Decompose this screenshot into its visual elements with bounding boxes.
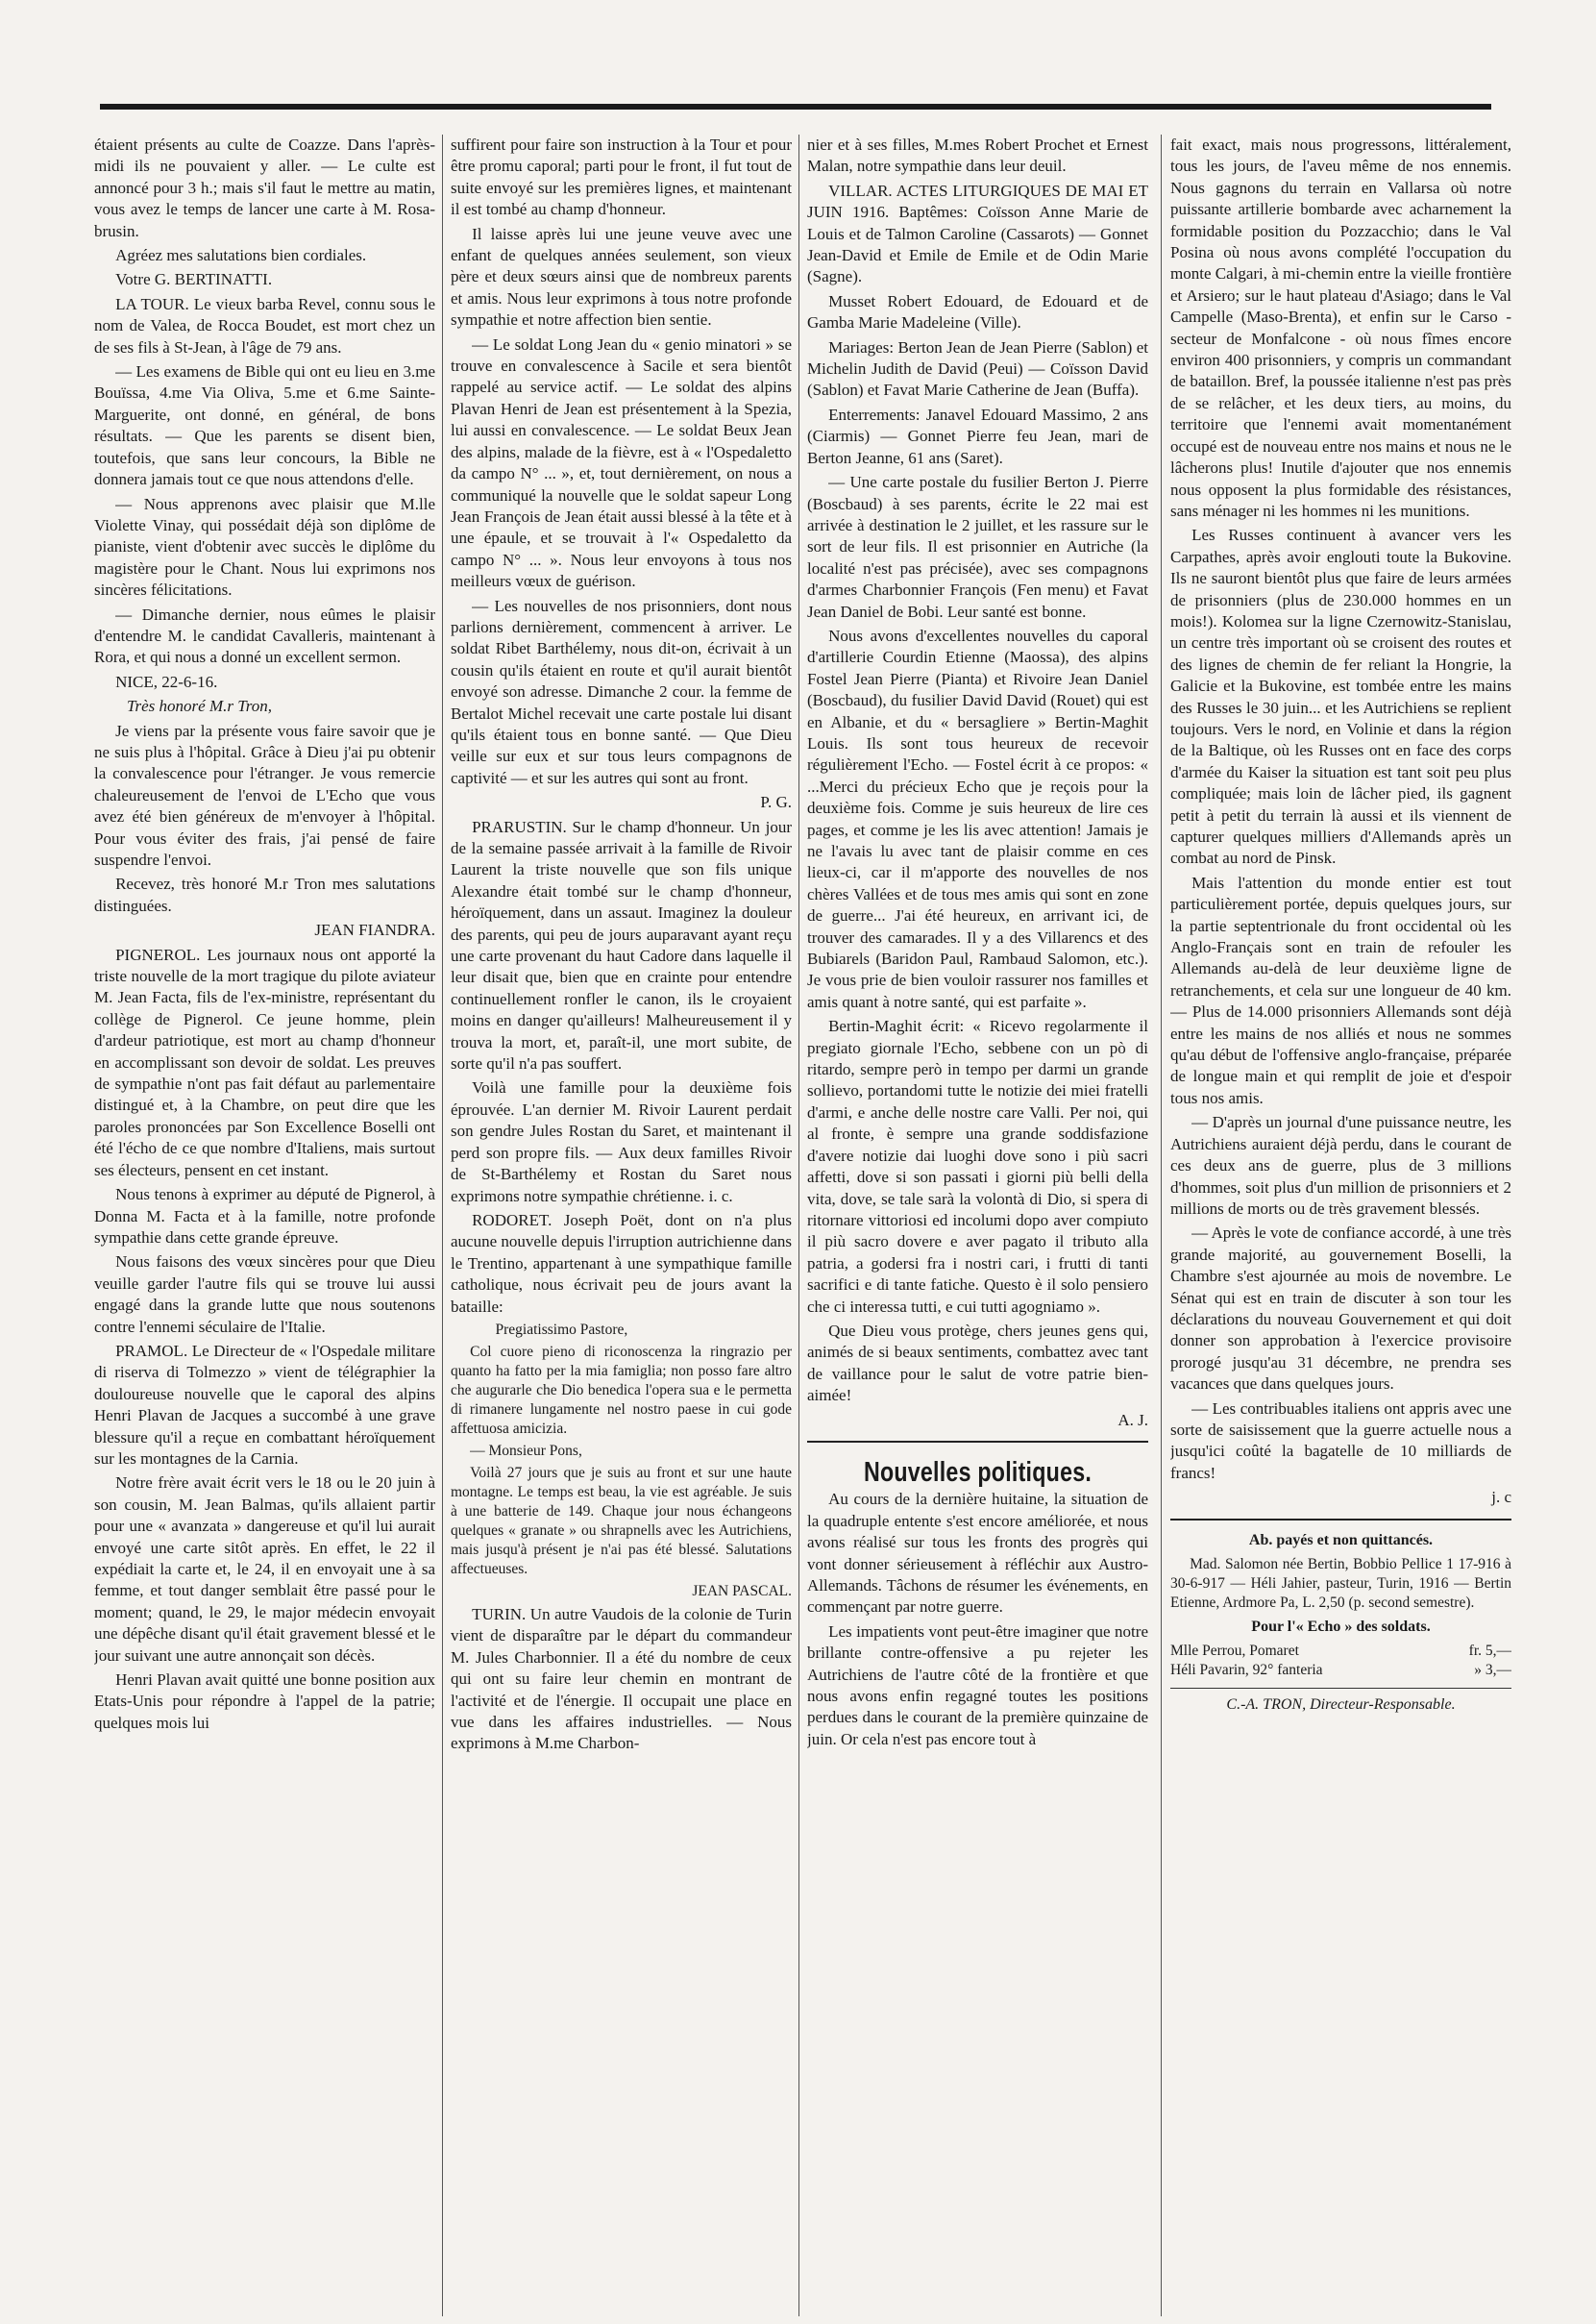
paragraph: Que Dieu vous protège, chers jeunes gens qui, animés de si beaux sentiments, combattez avec tant de vaillance pour le salut de votre patrie bien-aimée! bbox=[807, 1321, 1148, 1405]
paragraph: Musset Robert Edouard, de Edouard et de Gamba Marie Madeleine (Ville). bbox=[807, 291, 1148, 333]
news-item-rodoret: RODORET. Joseph Poët, dont on n'a plus aucune nouvelle depuis l'irruption autrichienne dans le Trentino, appartenant à une sympathique famille catholique, nous écrivait peu de jours avant la bataille: bbox=[451, 1210, 792, 1316]
donation-amount: fr. 5,— bbox=[1468, 1643, 1511, 1660]
news-item-villar: VILLAR. ACTES LITURGIQUES DE MAI ET JUIN 1916. Baptêmes: Coïsson Anne Marie de Louis et de Talmon Caroline (Cassarots) — Gonnet Jean-David et Emile de Emile et de Odin Marie (Sagne). bbox=[807, 181, 1148, 286]
donation-row bbox=[1170, 1661, 1511, 1680]
paragraph: — Nous apprenons avec plaisir que M.lle Violette Vinay, qui possédait déjà son diplôme de pianiste, vient d'obtenir avec succès le diplôme du magistère pour le Chant. Nous lui exprimons nos sincères félicitations. bbox=[94, 494, 435, 600]
paragraph: Mariages: Berton Jean de Jean Pierre (Sablon) et Michelin Judith de David (Peui) — Coïsson David (Sablon) et Favat Marie Catherine de Jean (Buffa). bbox=[807, 337, 1148, 400]
paragraph: Notre frère avait écrit vers le 18 ou le 20 juin à son cousin, M. Jean Balmas, qu'ils allaient partir pour une « avanzata » dangereuse et qu'il lui aurait envoyé une carte sitôt après. En effet, le 22 il expédiait la carte et, le 24, il en envoyait une à sa femme, et tout danger semblait être passé pour le moment; quand, le 29, le major médecin envoyait une dépêche disant qu'il était gravement blessé et le jour suivant une autre annonçait son décès. bbox=[94, 1473, 435, 1665]
news-item-turin: TURIN. Un autre Vaudois de la colonie de Turin vient de disparaître par le départ du commandeur M. Jules Charbonnier. Il a été du nombre de ceux qui ont su faire leur chemin en montrant de l'activité et de l'énergie. Il occupait une place en vue dans les affaires industrielles. — Nous exprimons à M.me Charbon- bbox=[451, 1604, 792, 1753]
paragraph: Au cours de la dernière huitaine, la situation de la quadruple entente s'est encore améliorée, et nous avons réalisé sur tous les fronts des progrès qui vont donner sérieusement à réfléchir aux Austro-Allemands. Tâchons de résumer les événements, en commençant par notre guerre. bbox=[807, 1490, 1148, 1617]
section-rule bbox=[1170, 1519, 1511, 1520]
paragraph: Les Russes continuent à avancer vers les Carpathes, après avoir englouti toute la Bukovine. Ils ne sauront bientôt plus que faire de leurs armées de prisonniers (plus de 230.000 hommes en un mois!). Kolomea sur la ligne Czernowitz-Stanislau, un centre très important où se croisent des routes et des lignes de chemin de fer reliant la Hongrie, la Galicie et la Bukovine, est tombée entre les mains des Russes le 30 juin... et les Autrichiens se replient toujours. Vers le nord, en Volinie et dans la région de la Baltique, où les Russes ont en face des corps d'armée du Kaiser la situation est tant soit peu plus compliquée; mais loin de lâcher pied, ils gagnent petit à petit du terrain là aussi et ils viennent de capturer quelques milliers d'Allemands après un combat au nord de Pinsk. bbox=[1170, 526, 1511, 868]
publisher-signature: C.-A. TRON, Directeur-Responsable. bbox=[1170, 1688, 1511, 1716]
paragraph: Nous avons d'excellentes nouvelles du caporal d'artillerie Courdin Etienne (Maossa), des alpins Fostel Jean Pierre (Pianta) et Rivoire Jean Daniel (Boscbaud), du fusilier David David (Rouet) qui est en Albanie, et du « bersagliere » Bertin-Maghit Louis. Ils sont tous heureux de recevoir régulièrement l'Echo. — Fostel écrit à ce propos: « ...Merci du précieux Echo que je reçois pour la deuxième fois. Comme je suis heureux de lire ces pages, et comme je les lis avec attention! Jamais je ne l'avais lu avec tant de plaisir comme en ces lieux-ci, car il m'apporte des nouvelles de nos chères Vallées et de tous mes amis qui sont en zone de guerre... J'ai été heureux, en arrivant ici, de trouver des camarades. Il y a des Villarencs et des Bubiarels (Baridon Paul, Rambaud Salomon, etc.). Je vous prie de bien vouloir rassurer nos familles et amis quant à notre santé, qui est parfaite ». bbox=[807, 626, 1148, 1011]
signature-line: Votre G. BERTINATTI. bbox=[115, 270, 273, 289]
column-divider bbox=[798, 135, 799, 2316]
news-item-pignerol: PIGNEROL. Les journaux nous ont apporté la triste nouvelle de la mort tragique du pilote aviateur M. Jean Facta, fils de l'ex-ministre, représentant du collège de Pignerol. Ce jeune homme, plein d'ardeur patriotique, est mort au champ d'honneur en accomplissant son devoir de soldat. Les preuves de sympathie n'ont pas fait défaut au parlementaire distingué et, à la Chambre, on peut dire que les paroles prononcées par Son Excellence Boselli ont été l'écho de ce que nombre d'Italiens, mais surtout ses électeurs, pensent en cet instant. bbox=[94, 945, 435, 1179]
section-rule bbox=[807, 1441, 1148, 1443]
news-item-prarustin: PRARUSTIN. Sur le champ d'honneur. Un jour de la semaine passée arrivait à la famille de Rivoir Laurent la triste nouvelle que son fils unique Alexandre était tombé sur le champ d'honneur, héroïquement, dans un assaut. Imaginez la douleur des parents, qui peu de jours auparavant ayant reçu une carte provenant du haut Cadore dans laquelle il leur disait que, bien que en crainte pour entendre continuellement ronfler le canon, ils le croyaient moins en danger qu'ailleurs! Malheureusement il y trouva la mort, et, paraît-il, une mort subite, de sorte qu'il n'a pas souffert. bbox=[451, 817, 792, 1074]
news-item-la-tour: LA TOUR. Le vieux barba Revel, connu sous le nom de Valea, de Rocca Boudet, est mort chez un de ses fils à St-Jean, à l'âge de 79 ans. bbox=[94, 294, 435, 357]
paragraph: — Les examens de Bible qui ont eu lieu en 3.me Bouïssa, 4.me Via Oliva, 5.me et 6.me Sainte-Marguerite, ont donné, en général, de bons résultats. — Que les parents se disent bien, toutefois, que sans leur concours, la Bible ne donnera jamais tout ce que nous attendons d'elle. bbox=[94, 362, 435, 489]
signature-line: j. c bbox=[1491, 1488, 1511, 1507]
donation-amount: » 3,— bbox=[1474, 1662, 1511, 1679]
paragraph: — Les contribuables italiens ont appris avec une sorte de saisissement que la guerre actuelle nous a jusqu'ici coûté la bagatelle de 10 milliards de francs! bbox=[1170, 1398, 1511, 1482]
letter-body: Col cuore pieno di riconoscenza la ringrazio per quanto ha fatto per la mia famiglia; non posso fare altro che augurarle che Dio benedica l'opera sua e le permetta di rimanere lungamente nel nostro paese in cui gode affettuosa amicizia. bbox=[451, 1343, 792, 1437]
paragraph: — Le soldat Long Jean du « genio minatori » se trouve en convalescence à Sacile et sera bientôt rappelé au service actif. — Le soldat des alpins Plavan Henri de Jean est présentement à la Spezia, lui aussi en convalescence. — Le soldat Beux Jean des alpins, malade de la fièvre, est à « l'Ospedaletto da campo N° ... », et, tout dernièrement, on nous a communiqué la nouvelle que le soldat sapeur Long Jean François de Jean était aussi blessé à la tête et à une épaule, et se trouvait à l'« Ospedaletto da campo N° ... ». Nous leur envoyons à tous nos meilleurs vœux de guérison. bbox=[451, 334, 792, 591]
letter-body: Voilà 27 jours que je suis au front et sur une haute montagne. Le temps est beau, la vie est agréable. Je suis à une batterie de 149. Chaque jour nous échangeons quelques « granate » ou shrapnells avec les Autrichiens, mais jusqu'à présent je n'ai pas été blessé. Salutations affectueuses. bbox=[451, 1464, 792, 1577]
column-4 bbox=[1170, 135, 1511, 2307]
paragraph: Enterrements: Janavel Edouard Massimo, 2 ans (Ciarmis) — Gonnet Pierre feu Jean, mari de Berton Jeanne, 61 ans (Saret). bbox=[807, 405, 1148, 467]
signature-line: A. J. bbox=[1117, 1410, 1148, 1429]
donation-row bbox=[1170, 1642, 1511, 1661]
news-item-pramol: PRAMOL. Le Directeur de « l'Ospedale militare di riserva di Tolmezzo » vient de télégraphier la douloureuse nouvelle que le caporal des alpins Henri Plavan de Jacques a succombé à une grave blessure qu'il a reçue en combattant héroïquement sur les montagnes de la Carnia. bbox=[94, 1341, 435, 1468]
soldiers-fund-heading: Pour l'« Echo » des soldats. bbox=[1251, 1619, 1431, 1635]
signature-line: JEAN FIANDRA. bbox=[314, 921, 435, 940]
column-divider bbox=[1161, 135, 1162, 2316]
paragraph: — Après le vote de confiance accordé, à une très grande majorité, au gouvernement Boselli, la Chambre s'est ajournée au mois de novembre. Le Sénat qui est en train de discuter à son tour les déclarations du nouveau Gouvernement et qui doit donner son approbation à l'exercice provisoire prorogé jusqu'au 31 décembre, ne prendra ses vacances que dans quelques jours. bbox=[1170, 1224, 1511, 1394]
subscriptions-heading: Ab. payés et non quittancés. bbox=[1248, 1531, 1434, 1548]
paragraph: Je viens par la présente vous faire savoir que je ne suis plus à l'hôpital. Grâce à Dieu j'ai pu obtenir la convalescence pour l'étranger. Je vous remercie chaleureusement de l'envoi de L'Echo que vous avez été bien généreux de m'envoyer à l'hôpital. Pour vous éviter des frais, j'ai pensé de faire suspendre l'envoi. bbox=[94, 721, 435, 869]
paragraph: nier et à ses filles, M.mes Robert Prochet et Ernest Malan, notre sympathie dans leur deuil. bbox=[807, 136, 1148, 176]
paragraph: Bertin-Maghit écrit: « Ricevo regolarmente il pregiato giornale l'Echo, sebbene con un pò di ritardo, sempre però in tempo per darmi un grande sollievo, portandomi tutte le notizie dei miei fratelli d'armi, e anche delle nostre care Valli. Per noi, qui al fronte, è sempre una grande soddisfazione d'avere notizie dai luoghi dove sono i più sacri affetti, dove si son passati i giorni più belli della vita, dove, se tale sarà la volontà di Dio, si spera di ritornare vittoriosi ed incolumi dopo aver compiuto il più sacro dovere e aver pagato il tributo alla patria, a godersi fra i nostri cari, i frutti di tanti sacrifici e di tante fatiche. Questo è il solo pensiero che ci interessa tutti, e cui tutti agogniamo ». bbox=[807, 1017, 1148, 1316]
letter-salutation: Pregiatissimo Pastore, bbox=[495, 1321, 628, 1338]
paragraph: Il laisse après lui une jeune veuve avec une enfant de quelques années seulement, son vieux père et deux sœurs ainsi que de nombreux parents et amis. Nous leur exprimons à tous notre profonde sympathie et notre affection bien sentie. bbox=[451, 224, 792, 330]
paragraph: — Une carte postale du fusilier Berton J. Pierre (Boscbaud) à ses parents, écrite le 22 mai est arrivée à destination le 2 juillet, et les rassure sur le sort de leur fils. Il est prisonnier en Autriche (la localité n'est pas précisée), avec ses compagnons d'armes Charbonnier François (Fen menu) et Favat Jean Daniel de Bobi. Leur santé est bonne. bbox=[807, 473, 1148, 621]
paragraph: — D'après un journal d'une puissance neutre, les Autrichiens auraient déjà perdu, dans le courant de ces deux ans de guerre, plus de 3 millions d'hommes, soit plus d'un million de prisonniers et 2 millions de morts ou de très gravement blessés. bbox=[1170, 1113, 1511, 1218]
paragraph: Nous tenons à exprimer au député de Pignerol, à Donna M. Facta et à la famille, notre profonde sympathie dans cette grande épreuve. bbox=[94, 1185, 435, 1247]
subscriptions-list: Mad. Salomon née Bertin, Bobbio Pellice 1 17-916 à 30-6-917 — Héli Jahier, pasteur, Turin, 1916 — Bertin Etienne, Ardmore Pa, L. 2,50 (p. second semestre). bbox=[1170, 1556, 1511, 1611]
paragraph: Mais l'attention du monde entier est tout particulièrement portée, depuis quelques jours, sur la partie septentrionale du front occidental où les Anglo-Français sont en train de refouler les Allemands au-delà de leur deuxième ligne de retranchements, et cela sur une longueur de 40 km. — Plus de 14.000 prisonniers Allemands sont déjà entre les mains de nos alliés et nous ne sommes qu'au début de l'offensive anglo-française, préparée de longue main et qui remplit de joie et d'espoir tous nos amis. bbox=[1170, 873, 1511, 1107]
top-rule bbox=[100, 104, 1491, 110]
signature-line: JEAN PASCAL. bbox=[692, 1582, 792, 1599]
column-divider bbox=[442, 135, 443, 2316]
paragraph: Henri Plavan avait quitté une bonne position aux Etats-Unis pour répondre à l'appel de la patrie; quelques mois lui bbox=[94, 1670, 435, 1732]
paragraph: — Les nouvelles de nos prisonniers, dont nous parlions dernièrement, commencent à arriver. Le soldat Ribet Barthélemy, nous dit-on, écrivait à un cousin qu'ils étaient en route et qu'il aurait bientôt envoyé son adresse. Dimanche 2 cour. la femme de Bertalot Michel recevait une carte postale lui disant qu'ils étaient tous en bonne santé. — Que Dieu veille sur eux et sur tous leurs compagnons de captivité — et sur les autres qui sont au front. bbox=[451, 596, 792, 787]
paragraph: — Dimanche dernier, nous eûmes le plaisir d'entendre M. le candidat Cavalleris, maintenant à Rora, et qui nous a donné un excellent sermon. bbox=[94, 605, 435, 667]
column-3 bbox=[807, 135, 1148, 2307]
letter-salutation: Très honoré M.r Tron, bbox=[127, 697, 272, 716]
paragraph: Voilà une famille pour la deuxième fois éprouvée. L'an dernier M. Rivoir Laurent perdait son gendre Jules Rostan du Saret, et maintenant il perd son propre fils. — Aux deux familles Rivoir de St-Barthélemy et Rostan du Saret nous exprimons notre sympathie chrétienne. i. c. bbox=[451, 1078, 792, 1205]
donor-name: Mlle Perrou, Pomaret bbox=[1170, 1643, 1299, 1660]
column-1 bbox=[94, 135, 435, 2307]
paragraph: Recevez, très honoré M.r Tron mes salutations distinguées. bbox=[94, 875, 435, 915]
section-title-nouvelles-politiques: Nouvelles politiques. bbox=[863, 1456, 1093, 1488]
paragraph: Nous faisons des vœux sincères pour que Dieu veuille garder l'autre fils qui se trouve lui aussi engagé dans la grande lutte que nous soutenons contre l'ennemi séculaire de l'Italie. bbox=[94, 1252, 435, 1336]
donor-name: Héli Pavarin, 92° fanteria bbox=[1170, 1662, 1323, 1679]
paragraph: suffirent pour faire son instruction à la Tour et pour être promu caporal; parti pour le front, il fut tout de suite envoyé sur les premières lignes, et maintenant il est tombé au champ d'honneur. bbox=[451, 136, 792, 219]
column-2 bbox=[451, 135, 792, 2307]
paragraph: Les impatients vont peut-être imaginer que notre brillante contre-offensive a pu rejeter les Autrichiens de l'autre côté de la frontière et que nous avons enfin regagné toutes les positions perdues dans le courant de la première quinzaine de juin. Or cela n'est pas encore tout à bbox=[807, 1621, 1148, 1748]
letter-dateline: NICE, 22-6-16. bbox=[115, 672, 218, 691]
paragraph: fait exact, mais nous progressons, littéralement, tous les jours, de l'aveu même de nos ennemis. Nous gagnons du terrain en Vallarsa où notre puissante artillerie bombarde avec acharnement la formidable position du Pozzacchio; dans le Val Posina où nous avons complété l'occupation du monte Calgari, à mi-chemin entre la vieille frontière et Arsiero; sur le haut plateau d'Asiago; dans le Val Campelle (Maso-Brenta), et enfin sur le Carso - secteur de Monfalcone - où nous fîmes encore environ 400 prisonniers, y compris un commandant de bataillon. Bref, la poussée italienne n'est pas près de se relâcher, et les deux tiers, au moins, du territoire que l'ennemi avait momentanément occupé est de nouveau entre nos mains et nous ne le lâcherons plus! Inutile d'ajouter que nos ennemis nous opposent la plus formidable des résistances, sans ménager ni les hommes ni les munitions. bbox=[1170, 136, 1511, 520]
signature-line: P. G. bbox=[760, 793, 792, 812]
letter-salutation: — Monsieur Pons, bbox=[470, 1442, 582, 1459]
paragraph: Agréez mes salutations bien cordiales. bbox=[115, 246, 367, 265]
paragraph: étaient présents au culte de Coazze. Dans l'après-midi ils ne pouvaient y aller. — Le culte est annoncé pour 3 h.; mais s'il faut le mettre au matin, vous avez le temps de lancer une carte à M. Rosa-brusin. bbox=[94, 136, 435, 240]
